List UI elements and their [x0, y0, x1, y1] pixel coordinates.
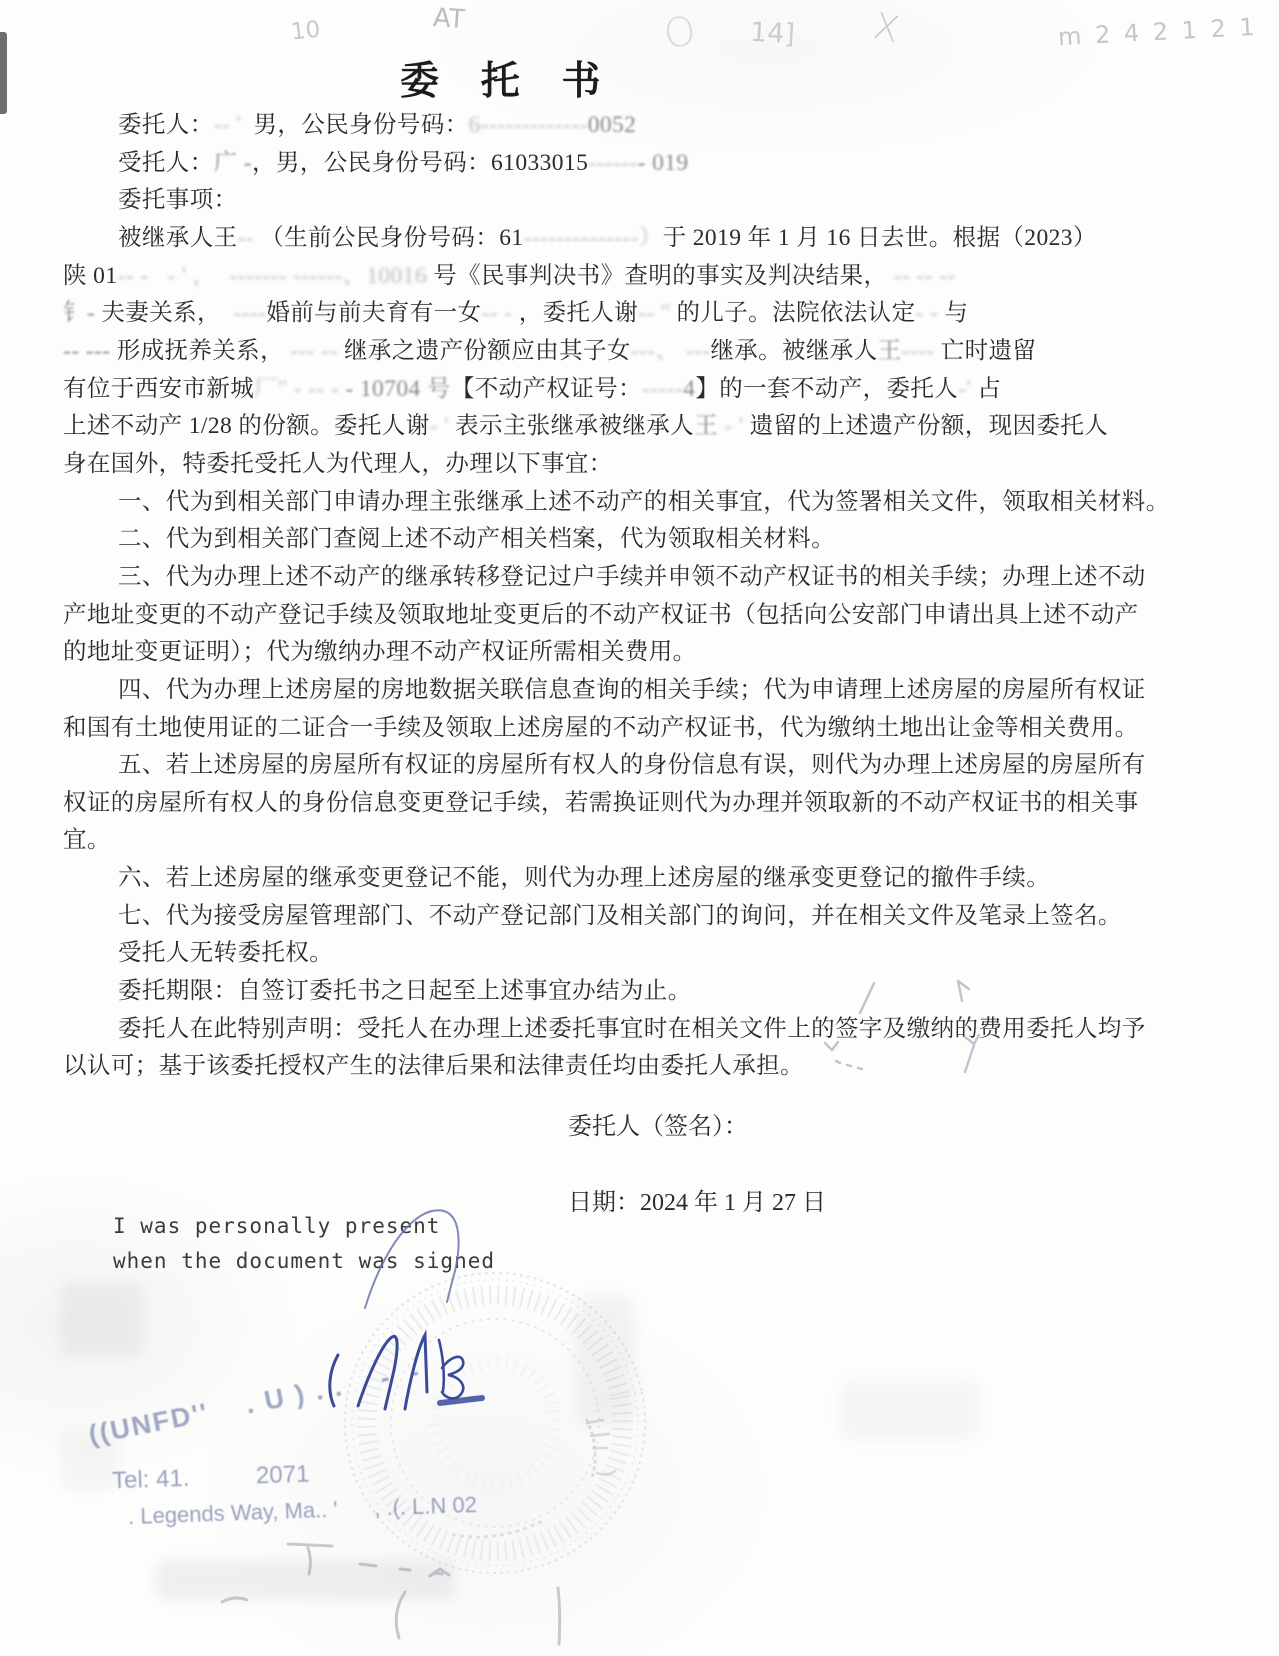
- pencil-mark: 14]: [749, 16, 796, 51]
- doc-line-matters-heading: 委托事项：: [118, 187, 238, 214]
- scan-edge-artifact: [0, 32, 7, 114]
- doc-line: 钅- 夫妻关系， ----婚前与前夫育有一女-- - ，委托人谢-- '' 的儿子。法院依法认定- - 与: [63, 300, 969, 327]
- notary-stamp-tel-row: Tel: 41. 2071: [111, 1460, 310, 1495]
- scan-blotch: [840, 1380, 980, 1440]
- doc-line-declaration: 委托人在此特别声明：受托人在办理上述委托事宜时在相关文件上的签字及缴纳的费用委托人均予: [118, 1015, 1146, 1042]
- doc-line: 宜。: [63, 827, 111, 854]
- principal-signature-label: 委托人（签名）：: [568, 1114, 748, 1140]
- doc-line-item-4: 四、代为办理上述房屋的房地数据关联信息查询的相关手续；代为申请理上述房屋的房屋所有权证: [118, 676, 1146, 703]
- faint-handwriting-marks: [130, 1530, 610, 1656]
- pencil-mark: 10: [289, 16, 322, 46]
- notary-stamp-address-row: . Legends Way, Ma.. ' , .(. L.N 02: [127, 1491, 478, 1530]
- doc-line: 有位于西安市新城厂'' - -- - - 10704 号【不动产权证号：-----4】的一套不动产，委托人-' 占: [63, 375, 1002, 402]
- scan-blotch: [60, 1282, 145, 1357]
- doc-line: 陕 01-- - - ' ， ------- ------、10016 号《民事判决书》查明的事实及判决结果， -- -- --: [63, 262, 956, 289]
- doc-line-item-7: 七、代为接受房屋管理部门、不动产登记部门及相关部门的询问，并在相关文件及笔录上签名。: [118, 902, 1122, 929]
- doc-line: 被继承人王-- （生前公民身份号码：61--------------）于 2019 年 1 月 16 日去世。根据（2023）: [118, 224, 1097, 251]
- erased-signature-marks: [790, 975, 1020, 1085]
- doc-line-term: 委托期限：自签订委托书之日起至上述事宜办结为止。: [118, 978, 692, 1005]
- doc-line: 以认可；基于该委托授权产生的法律后果和法律责任均由委托人承担。: [63, 1053, 804, 1080]
- pencil-x-mark: X: [870, 5, 903, 52]
- pencil-mark: AT: [431, 2, 466, 36]
- doc-line-item-1: 一、代为到相关部门申请办理主张继承上述不动产的相关事宜，代为签署相关文件，领取相关材料。: [118, 488, 1170, 515]
- pencil-circle-mark: O: [660, 8, 699, 58]
- doc-line-item-5: 五、若上述房屋的房屋所有权证的房屋所有权人的身份信息有误，则代为办理上述房屋的房屋所有: [118, 752, 1146, 779]
- doc-line-no-subdelegation: 受托人无转委托权。: [118, 940, 334, 967]
- attestation-line-1: I was personally present: [113, 1214, 441, 1238]
- doc-line: 上述不动产 1/28 的份额。委托人谢- ' 表示主张继承被继承人王 - ' 遗留的上述遗产份额，现因委托人: [63, 413, 1109, 440]
- pencil-mark: m 2 4 2 1 2 1: [1057, 12, 1259, 52]
- doc-line-item-2: 二、代为到相关部门查阅上述不动产相关档案，代为领取相关材料。: [118, 526, 835, 553]
- doc-line-agent: 受托人：广 -，男，公民身份号码：61033015------- 019: [118, 149, 689, 176]
- doc-line: 权证的房屋所有权人的身份信息变更登记手续，若需换证则代为办理并领取新的不动产权证书的相关事: [63, 789, 1139, 816]
- doc-line: 身在国外，特委托受托人为代理人，办理以下事宜：: [63, 450, 613, 477]
- doc-line: 的地址变更证明）；代为缴纳办理不动产权证所需相关费用。: [63, 639, 697, 666]
- document-title: 委 托 书: [400, 60, 617, 103]
- doc-line-item-3: 三、代为办理上述不动产的继承转移登记过户手续并申领不动产权证书的相关手续；办理上述不动: [118, 563, 1146, 590]
- doc-line: -- --- 形成抚养关系， --- -- 继承之遗产份额应由其子女---、 ---继承。被继承人王---- 亡时遗留: [63, 337, 1037, 364]
- doc-line: 产地址变更的不动产登记手续及领取地址变更后的不动产权证书（包括向公安部门申请出具上述不动产: [63, 601, 1139, 628]
- date-line: 日期：2024 年 1 月 27 日: [568, 1190, 826, 1216]
- doc-line: 和国有土地使用证的二证合一手续及领取上述房屋的不动产权证书，代为缴纳土地出让金等相关费用。: [63, 714, 1139, 741]
- document-body: [63, 107, 1221, 1086]
- doc-line-item-6: 六、若上述房屋的继承变更登记不能，则代为办理上述房屋的继承变更登记的撤件手续。: [118, 865, 1051, 892]
- doc-line-principal: 委托人：-- ' 男，公民身份号码：6-------------0052: [118, 112, 637, 138]
- attestation-line-2: when the document was signed: [113, 1249, 496, 1273]
- notary-stamp-name-row: ((UNFD'' . U ) . . - -: [86, 1356, 424, 1450]
